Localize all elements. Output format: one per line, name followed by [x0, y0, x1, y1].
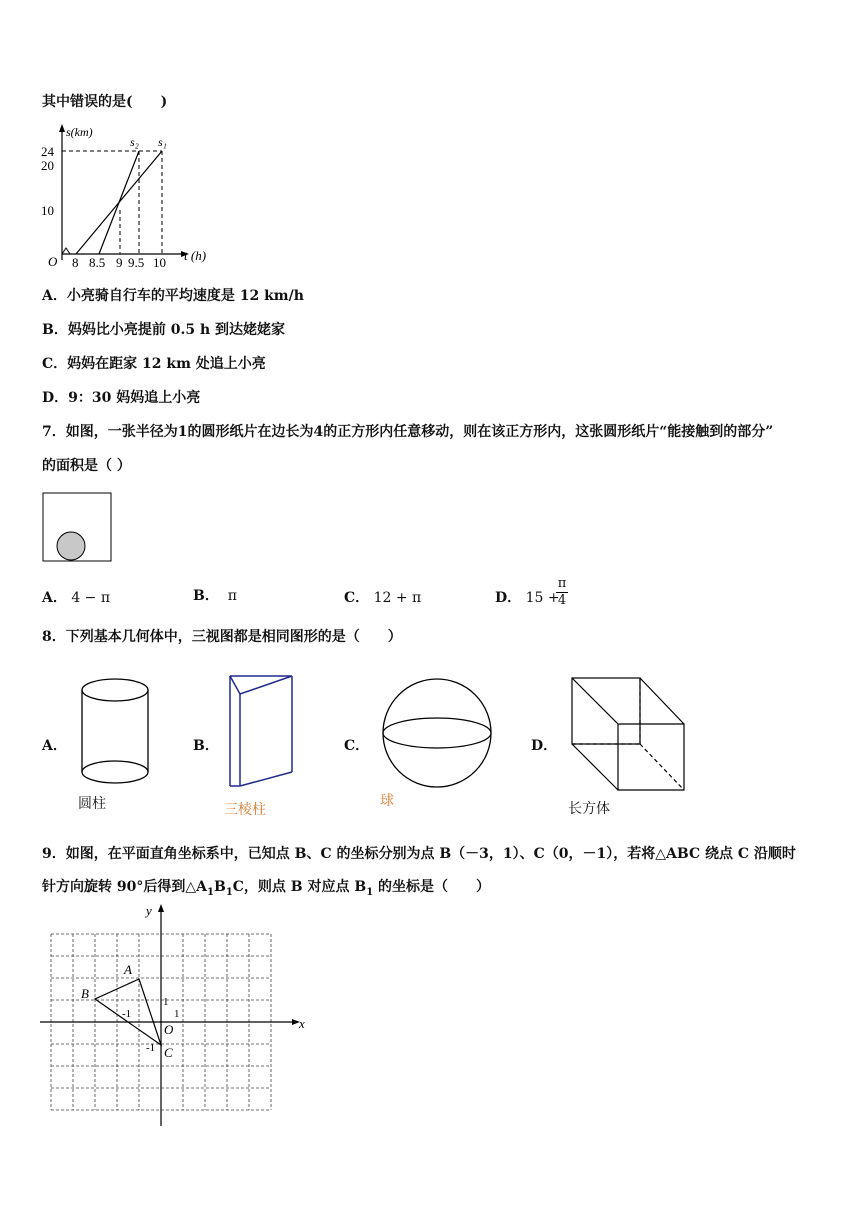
q7-option-d[interactable]: D． 15 +	[495, 590, 560, 606]
y-tick-20: 20	[41, 158, 54, 173]
origin-label: O	[164, 1022, 174, 1037]
q8-caption-cylinder: 圆柱	[78, 796, 106, 812]
x-tick-neg1: -1	[122, 1008, 132, 1020]
q6-option-c[interactable]: C．妈妈在距家 12 km 处追上小亮	[42, 356, 266, 372]
x-tick-10: 10	[153, 255, 166, 270]
point-a-label: A	[124, 962, 132, 977]
y-axis-label: s(km)	[66, 125, 93, 139]
s1-label: s₁	[158, 135, 167, 149]
q7-option-c[interactable]: C． 12 + π	[344, 590, 422, 606]
q8-option-c-letter[interactable]: C．	[344, 738, 370, 754]
q8-caption-sphere: 球	[380, 793, 394, 809]
cylinder-figure	[80, 676, 150, 788]
q8-option-a-letter[interactable]: A．	[42, 738, 67, 754]
point-b-label: B	[81, 986, 89, 1001]
q7-stem-line1: 7．如图，一张半径为1的圆形纸片在边长为4的正方形内任意移动，则在该正方形内，这张圆形纸片“能接触到的部分”	[42, 424, 774, 440]
x-axis-label: t (h)	[184, 248, 207, 263]
cuboid-figure	[570, 676, 688, 794]
q8-caption-cuboid: 长方体	[568, 801, 610, 817]
x-tick-1: 1	[174, 1008, 180, 1020]
q6-option-d[interactable]: D．9：30 妈妈追上小亮	[42, 390, 201, 406]
q7-option-a[interactable]: A． 4 − π	[42, 590, 111, 606]
q7-option-d-fraction: π 4	[557, 576, 567, 608]
x-tick-8: 8	[72, 255, 79, 270]
q7-option-b[interactable]: B． π	[193, 588, 237, 604]
point-c-label: C	[164, 1045, 173, 1060]
y-tick-1: 1	[163, 996, 169, 1008]
x-tick-9: 9	[116, 255, 123, 270]
q9-stem-line1: 9．如图，在平面直角坐标系中，已知点 B、C 的坐标分别为点 B（－3，1）、C（0，－1），若将△ABC 绕点 C 沿顺时	[42, 846, 796, 862]
q6-option-a[interactable]: A．小亮骑自行车的平均速度是 12 km/h	[42, 288, 304, 304]
y-tick-24: 24	[41, 144, 54, 159]
q7-square-circle-figure	[42, 492, 114, 564]
x-tick-9-5: 9.5	[128, 255, 145, 270]
y-tick-neg1: -1	[146, 1042, 156, 1054]
q8-option-b-letter[interactable]: B．	[193, 738, 219, 754]
s2-label: s₂	[130, 135, 139, 149]
x-axis-label: x	[299, 1016, 305, 1031]
q9-stem-line2: 针方向旋转 90°后得到$\triangle A_1B_1C$，则点 B 对应点 $B_1$ 的坐标是（ ）	[42, 879, 491, 898]
origin-label: O	[48, 254, 58, 269]
triangular-prism-figure	[226, 674, 296, 794]
q8-stem: 8．下列基本几何体中，三视图都是相同图形的是（ ）	[42, 629, 402, 645]
q8-caption-prism: 三棱柱	[224, 802, 266, 818]
y-tick-10: 10	[41, 203, 54, 218]
q8-option-d-letter[interactable]: D．	[531, 738, 558, 754]
q6-stem: 其中错误的是( )	[42, 94, 168, 110]
sphere-figure	[380, 676, 494, 790]
q7-stem-line2: 的面积是（ ）	[42, 458, 131, 474]
q6-option-b[interactable]: B．妈妈比小亮提前 0.5 h 到达姥姥家	[42, 322, 286, 338]
y-axis-label: y	[146, 903, 152, 918]
q9-coordinate-grid	[38, 900, 310, 1128]
x-tick-8-5: 8.5	[89, 255, 106, 270]
q6-distance-time-graph	[40, 122, 230, 272]
